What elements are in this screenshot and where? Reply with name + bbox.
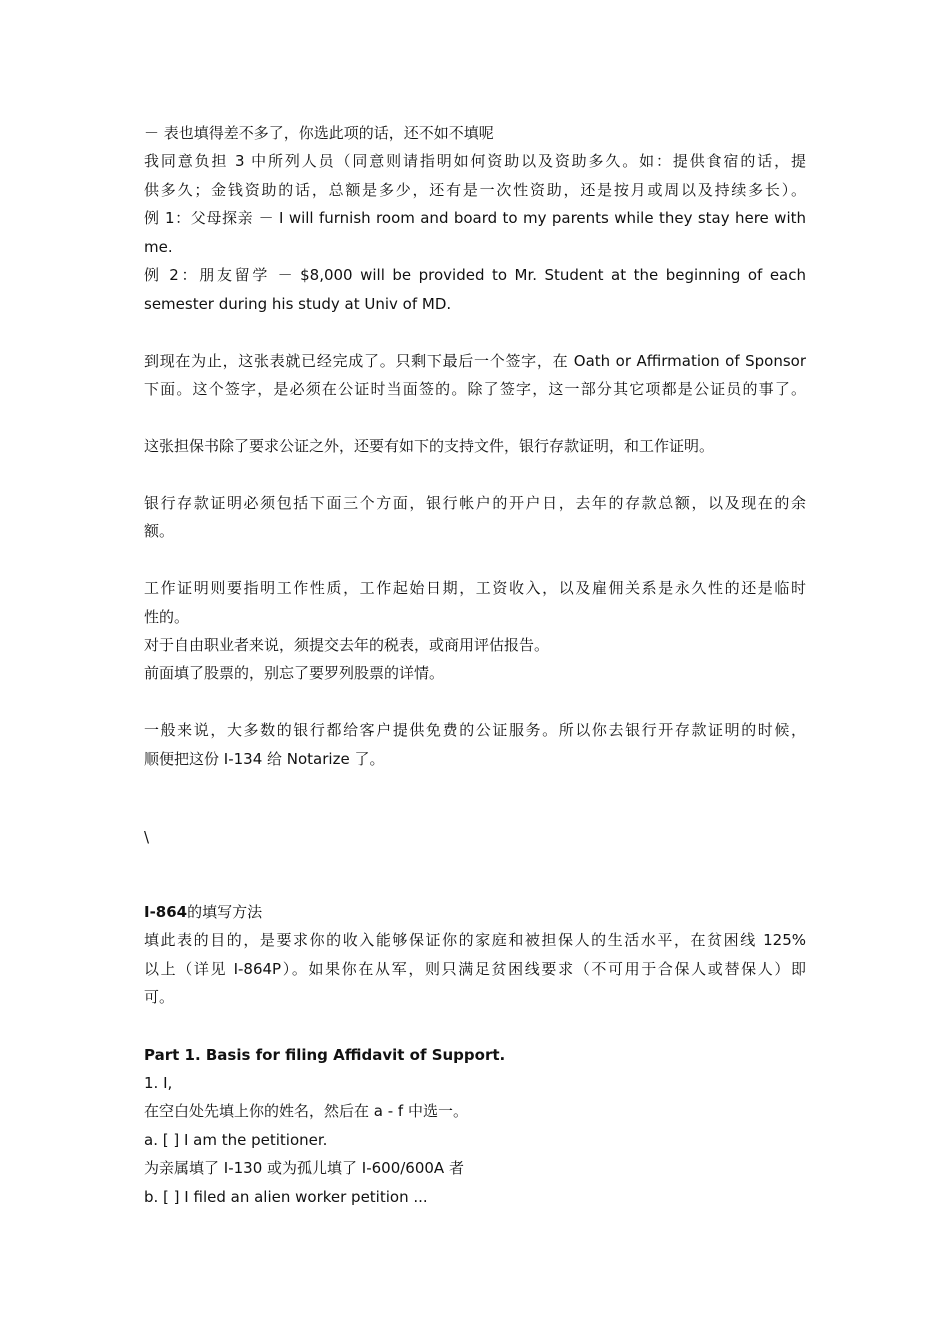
text-line: 银行存款证明必须包括下面三个方面，银行帐户的开户日，去年的存款总额，以及现在的余 xyxy=(144,494,806,512)
section-heading-i864 xyxy=(144,898,806,926)
text-line: 供多久；金钱资助的话，总额是多少，还有是一次性资助，还是按月或周以及持续多长）。 xyxy=(144,181,806,199)
text-line: 下面。这个签字，是必须在公证时当面签的。除了签字，这一部分其它项都是公证员的事了。 xyxy=(144,380,806,398)
part-heading: Part 1. Basis for filing Affidavit of Support. xyxy=(144,1046,506,1064)
text-line: 例 2：朋友留学 － $8,000 will be provided to Mr. Student at the beginning of each xyxy=(144,266,806,284)
text-line: － 表也填得差不多了，你选此项的话，还不如不填呢 xyxy=(144,124,494,142)
text-line: semester during his study at Univ of MD. xyxy=(144,295,452,313)
text-line: 顺便把这份 I-134 给 Notarize 了。 xyxy=(144,750,385,768)
text-line: \ xyxy=(144,828,150,846)
text-line: b. [ ] I filed an alien worker petition ... xyxy=(144,1188,428,1206)
text-line: 这张担保书除了要求公证之外，还要有如下的支持文件，银行存款证明，和工作证明。 xyxy=(144,437,715,455)
text-line: 性的。 xyxy=(144,608,190,626)
text-line: 对于自由职业者来说，须提交去年的税表，或商用评估报告。 xyxy=(144,636,550,654)
heading-rest-part: 的填写方法 xyxy=(187,903,263,921)
text-line: 以上（详见 I-864P）。如果你在从军，则只满足贫困线要求（不可用于合保人或替保人）即 xyxy=(144,960,806,978)
text-line: 一般来说，大多数的银行都给客户提供免费的公证服务。所以你去银行开存款证明的时候， xyxy=(144,721,806,739)
text-line: 前面填了股票的，别忘了要罗列股票的详情。 xyxy=(144,664,445,682)
text-line: 为亲属填了 I-130 或为孤儿填了 I-600/600A 者 xyxy=(144,1159,464,1177)
text-line: 例 1：父母探亲 － I will furnish room and board to my parents while they stay here with xyxy=(144,209,806,227)
text-line: 填此表的目的，是要求你的收入能够保证你的家庭和被担保人的生活水平，在贫困线 125% xyxy=(144,931,806,949)
heading-bold-part: I-864 xyxy=(144,903,188,921)
text-line: a. [ ] I am the petitioner. xyxy=(144,1131,328,1149)
text-line: 工作证明则要指明工作性质，工作起始日期，工资收入，以及雇佣关系是永久性的还是临时 xyxy=(144,579,806,597)
text-line: 在空白处先填上你的姓名，然后在 a - f 中选一。 xyxy=(144,1102,468,1120)
text-line: 1. I, xyxy=(144,1074,173,1092)
text-line: 到现在为止，这张表就已经完成了。只剩下最后一个签字，在 Oath or Affirmation of Sponsor xyxy=(144,352,806,370)
text-line: me. xyxy=(144,238,173,256)
text-line: 可。 xyxy=(144,988,175,1006)
text-line: 额。 xyxy=(144,522,175,540)
text-line: 我同意负担 3 中所列人员（同意则请指明如何资助以及资助多久。如：提供食宿的话，提 xyxy=(144,152,806,170)
